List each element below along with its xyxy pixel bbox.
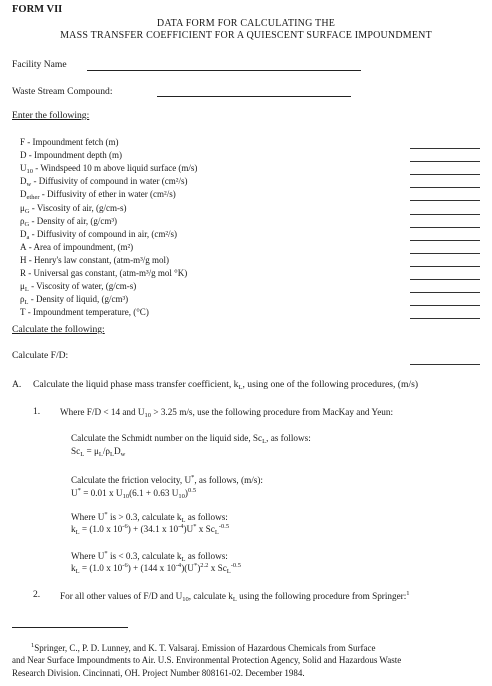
parameter-symbol: μ (20, 203, 25, 213)
parameter-description: - Impoundment fetch (m) (25, 137, 119, 147)
procedure-1-text: Where F/D < 14 and $U_{10} > 3.25$ m/s, use the following procedure from MacKay and Yeun: (60, 407, 394, 419)
parameter-description: - Viscosity of water, (g/cm-s) (28, 281, 137, 291)
parameter-symbol: ρ (20, 216, 25, 226)
parameter-answer-field[interactable] (410, 305, 480, 306)
parameter-description: - Area of impoundment, (m²) (26, 242, 134, 252)
parameter-answer-field[interactable] (410, 253, 480, 254)
parameter-item (20, 229, 177, 241)
parameter-symbol: R (20, 268, 27, 278)
parameter-item (20, 281, 136, 293)
calculate-heading: Calculate the following: (12, 324, 105, 335)
footnote-separator (12, 627, 128, 628)
parameter-description: - Density of liquid, (g/cm³) (28, 294, 129, 304)
friction-velocity-equation: U* = 0.01 x $U_{10}(6.1 + 0.63$ $U_{10})^{0.5}$ (71, 487, 197, 500)
parameter-item (20, 242, 133, 254)
parameter-answer-field[interactable] (410, 214, 480, 215)
parameter-symbol: T (20, 307, 26, 317)
facility-name-field[interactable] (87, 70, 361, 71)
parameter-description: - Diffusivity of compound in water (cm²/s) (31, 176, 188, 186)
footnote-line-2: and Near Surface Impoundments to Air. U.S. Environmental Protection Agency, Solid and Hazardous Waste (12, 655, 402, 665)
waste-stream-field[interactable] (157, 96, 351, 97)
parameter-symbol: D (20, 176, 27, 186)
parameter-symbol: U (20, 163, 27, 173)
parameter-answer-field[interactable] (410, 240, 480, 241)
parameter-description: - Density of air, (g/cm³) (29, 216, 118, 226)
procedure-1-number: 1. (33, 406, 41, 417)
parameter-subscript: G (24, 221, 30, 228)
part-a-text: Calculate the liquid phase mass transfer coefficient, $k_L$, using one of the following procedures, (m/s) (33, 379, 419, 391)
parameter-answer-field[interactable] (410, 292, 480, 293)
form-title-line-1: DATA FORM FOR CALCULATING THE (156, 18, 336, 29)
procedure-2-number: 2. (33, 589, 41, 600)
parameter-symbol: H (20, 255, 27, 265)
form-label: FORM VII (12, 4, 63, 15)
parameter-description: - Impoundment depth (m) (26, 150, 122, 160)
parameter-item (20, 137, 119, 149)
parameter-subscript: 10 (26, 168, 33, 175)
parameter-item (20, 268, 187, 280)
part-a-number: A. (12, 379, 22, 390)
parameter-answer-field[interactable] (410, 174, 480, 175)
parameter-symbol: D (20, 150, 27, 160)
parameter-symbol: ρ (20, 294, 25, 304)
parameter-description: - Henry's law constant, (atm-m³/g mol) (26, 255, 170, 265)
where-u-lt-instruction: Where U* is < 0.3, calculate $k_L$ as follows: (71, 550, 228, 563)
where-u-gt-instruction: Where U* is > 0.3, calculate $k_L$ as follows: (71, 511, 228, 524)
parameter-subscript: G (24, 208, 30, 215)
parameter-item (20, 307, 149, 319)
parameter-item (20, 150, 122, 162)
parameter-subscript: w (26, 181, 32, 188)
waste-stream-label: Waste Stream Compound: (12, 86, 113, 97)
friction-velocity-instruction: Calculate the friction velocity, U*, as follows, (m/s): (71, 474, 263, 485)
parameter-subscript: L (24, 299, 29, 306)
enter-heading: Enter the following: (12, 110, 90, 121)
parameter-subscript: L (24, 286, 29, 293)
footnote-line-1: $^1$Springer, C., P. D. Lunney, and K. T. Valsaraj. Emission of Hazardous Chemicals from Surface (31, 642, 376, 653)
parameter-symbol: D (20, 189, 27, 199)
parameter-symbol: F (20, 137, 26, 147)
parameter-symbol: μ (20, 281, 25, 291)
parameter-item (20, 216, 117, 228)
schmidt-equation: $Sc_L = \mu_L/\rho_LD_w$ (71, 446, 126, 458)
parameter-symbol: D (20, 229, 27, 239)
parameter-description: - Windspeed 10 m above liquid surface (m/s) (33, 163, 198, 173)
parameter-answer-field[interactable] (410, 187, 480, 188)
parameter-description: - Universal gas constant, (atm-m³/g mol °K) (26, 268, 188, 278)
parameter-subscript: a (26, 234, 30, 241)
procedure-2-text: For all other values of F/D and $U_{10}$, calculate $k_L$ using the following procedure from Springer:$^1$ (60, 590, 410, 603)
footnote-line-3: Research Division. Cincinnati, OH. Project Number 808161-02. December 1984. (12, 668, 305, 678)
parameter-answer-field[interactable] (410, 266, 480, 267)
parameter-description: - Viscosity of air, (g/cm-s) (29, 203, 127, 213)
parameter-item (20, 255, 169, 267)
fd-answer-field[interactable] (410, 364, 480, 365)
kl-gt-equation: $k_L = (1.0$ x $10^{-6}) + (34.1$ x $10^{-4})U^*$ x $Sc_L^{-0.5}$ (71, 523, 230, 536)
parameter-description: - Impoundment temperature, (°C) (25, 307, 149, 317)
parameter-description: - Diffusivity of ether in water (cm²/s) (39, 189, 176, 199)
parameter-item (20, 189, 176, 201)
form-title-line-2: MASS TRANSFER COEFFICIENT FOR A QUIESCENT SURFACE IMPOUNDMENT (60, 30, 432, 41)
kl-lt-equation: $k_L = (1.0$ x $10^{-6}) + (144$ x $10^{-4})(U^*)^{2.2}$ x $Sc_L^{-0.5}$ (71, 562, 242, 575)
parameter-description: - Diffusivity of compound in air, (cm²/s) (29, 229, 178, 239)
parameter-answer-field[interactable] (410, 318, 480, 319)
parameter-answer-field[interactable] (410, 200, 480, 201)
parameter-item (20, 176, 187, 188)
parameter-item (20, 203, 126, 215)
calculate-fd-label: Calculate F/D: (12, 350, 69, 361)
parameter-item (20, 294, 128, 306)
parameter-symbol: A (20, 242, 27, 252)
parameter-answer-field[interactable] (410, 227, 480, 228)
schmidt-instruction: Calculate the Schmidt number on the liquid side, $Sc_L$, as follows: (71, 433, 311, 445)
parameter-item (20, 163, 197, 175)
parameter-answer-field[interactable] (410, 279, 480, 280)
parameter-subscript: ether (26, 194, 40, 201)
facility-name-label: Facility Name (12, 59, 67, 70)
parameter-answer-field[interactable] (410, 148, 480, 149)
parameter-answer-field[interactable] (410, 161, 480, 162)
